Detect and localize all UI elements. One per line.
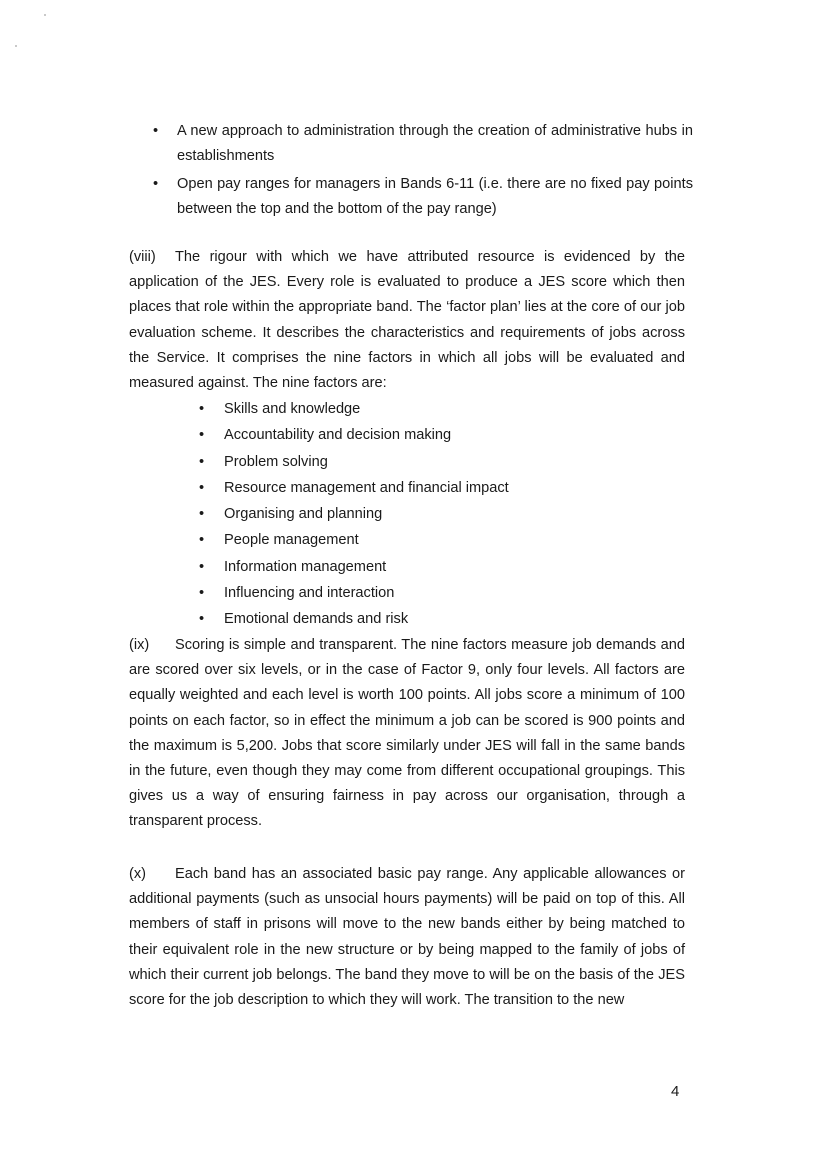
bullet-icon: • bbox=[199, 585, 205, 602]
paragraph-number: (viii) bbox=[129, 249, 156, 265]
factor-text: Problem solving bbox=[224, 453, 328, 470]
page-number: 4 bbox=[671, 1083, 680, 1100]
bullet-icon: • bbox=[153, 176, 159, 192]
factor-text: Accountability and decision making bbox=[224, 427, 452, 444]
list-item bbox=[199, 475, 509, 501]
bullet-icon: • bbox=[199, 611, 205, 628]
bullet-icon: • bbox=[199, 479, 205, 496]
paragraph-ix bbox=[129, 633, 685, 835]
list-item-text: A new approach to administration through the creation of administrative hubs in establishments bbox=[177, 123, 693, 164]
bullet-icon: • bbox=[199, 532, 205, 549]
list-item bbox=[199, 580, 509, 606]
bullet-icon: • bbox=[199, 558, 205, 575]
bullet-icon: • bbox=[199, 453, 205, 470]
list-item bbox=[199, 396, 509, 422]
paragraph-text: Each band has an associated basic pay range. Any applicable allowances or additional payments (such as unsocial hours payments) will be paid on top of this. All members of staff in prisons will move to the new bands either by being matched to their equivalent role in the new structure or by being mapped to the family of jobs of which their current job belongs. The band they move to will be on the basis of the JES score for the job description to which they will work. The transition to the new bbox=[129, 866, 685, 1009]
factor-text: Resource management and financial impact bbox=[224, 479, 509, 496]
intro-bullet-list bbox=[153, 119, 693, 225]
scan-speck bbox=[15, 45, 17, 47]
list-item bbox=[199, 501, 509, 527]
list-item bbox=[153, 172, 693, 221]
list-item-text: Open pay ranges for managers in Bands 6-11 (i.e. there are no fixed pay points between the top and the bottom of the pay range) bbox=[177, 176, 693, 217]
bullet-icon: • bbox=[199, 506, 205, 523]
paragraph-text: The rigour with which we have attributed resource is evidenced by the application of the JES. Every role is evaluated to produce a JES score which then places that role within the appropriate band. The ‘factor plan’ lies at the core of our job evaluation scheme. It describes the characteristics and requirements of jobs across the Service. It comprises the nine factors in which all jobs will be evaluated and measured against. The nine factors are: bbox=[129, 249, 685, 392]
bullet-icon: • bbox=[153, 123, 159, 139]
list-item bbox=[199, 606, 509, 632]
paragraph-text: Scoring is simple and transparent. The nine factors measure job demands and are scored over six levels, or in the case of Factor 9, only four levels. All factors are equally weighted and each level is worth 100 points. All jobs score a minimum of 100 points on each factor, so in effect the minimum a job can be scored is 900 points and the maximum is 5,200. Jobs that score similarly under JES will fall in the same bands in the future, even though they may come from different occupational groupings. This gives us a way of ensuring fairness in pay across our organisation, through a transparent process. bbox=[129, 637, 685, 830]
list-item bbox=[199, 422, 509, 448]
factor-list bbox=[199, 396, 509, 633]
factor-text: Skills and knowledge bbox=[224, 401, 361, 417]
list-item bbox=[199, 527, 509, 553]
paragraph-x bbox=[129, 862, 685, 1013]
paragraph-viii bbox=[129, 245, 685, 396]
factor-text: People management bbox=[224, 532, 359, 549]
factor-text: Emotional demands and risk bbox=[224, 611, 409, 628]
list-item bbox=[199, 554, 509, 580]
bullet-icon: • bbox=[199, 427, 205, 444]
factor-text: Organising and planning bbox=[224, 506, 383, 523]
list-item bbox=[199, 449, 509, 475]
factor-text: Information management bbox=[224, 558, 387, 575]
scan-speck bbox=[44, 14, 46, 16]
bullet-icon: • bbox=[199, 401, 205, 417]
paragraph-number: (ix) bbox=[129, 637, 150, 653]
paragraph-number: (x) bbox=[129, 866, 147, 882]
list-item bbox=[153, 119, 693, 168]
factor-text: Influencing and interaction bbox=[224, 585, 395, 602]
